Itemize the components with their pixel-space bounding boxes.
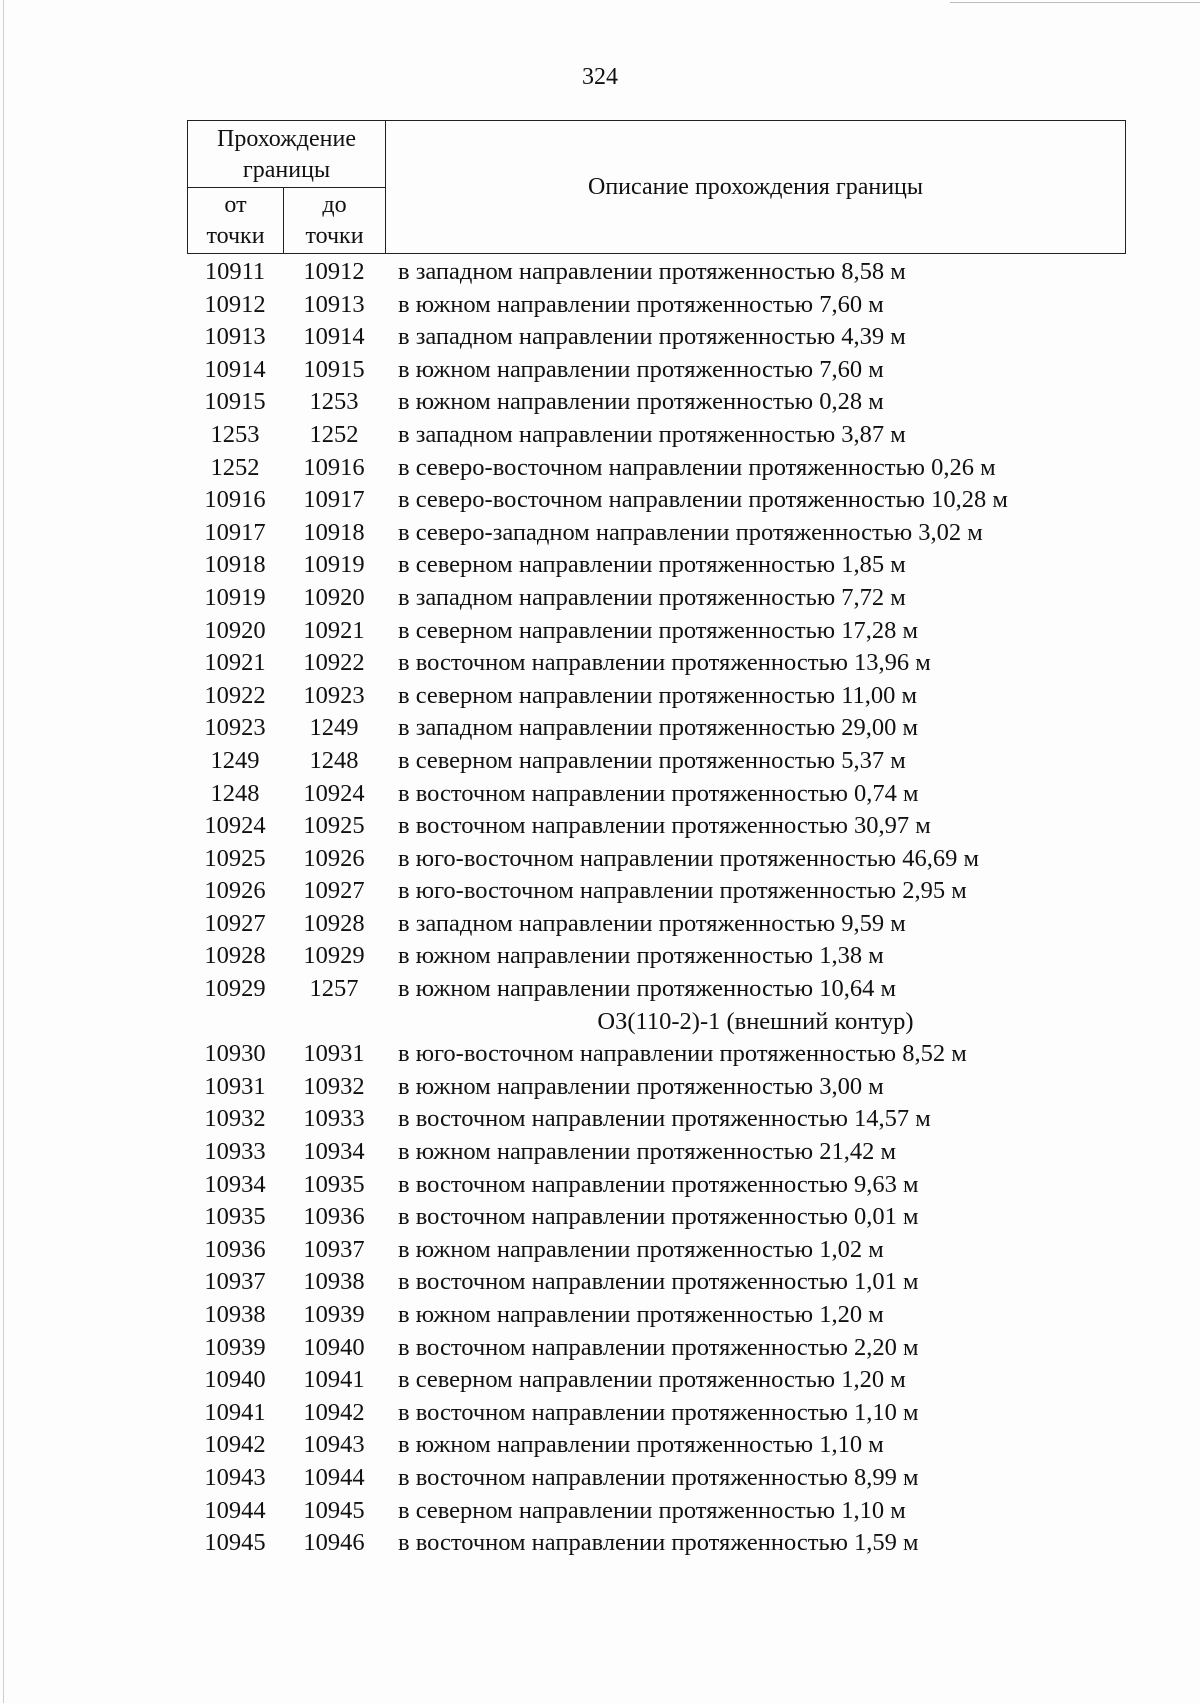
- to-point-cell: 1252: [309, 420, 359, 448]
- header-to-line1: до: [322, 192, 347, 218]
- to-point-cell: 10914: [303, 323, 365, 351]
- from-point-cell: 10936: [204, 1235, 266, 1263]
- to-point-cell: 10921: [303, 616, 365, 644]
- from-point-cell: 10945: [204, 1529, 266, 1557]
- table-row: [187, 908, 1126, 941]
- from-point-cell: 10913: [204, 323, 266, 351]
- description-cell: в восточном направлении протяженностью 8,99 м: [398, 1463, 919, 1491]
- from-point-cell: 10918: [204, 551, 266, 579]
- to-point-cell: 10926: [303, 844, 365, 872]
- table-row: [187, 875, 1126, 908]
- description-cell: в восточном направлении протяженностью 1,10 м: [398, 1398, 919, 1426]
- header-from-point: [188, 188, 284, 253]
- to-point-cell: 10927: [303, 877, 365, 905]
- from-point-cell: 10934: [204, 1170, 266, 1198]
- description-cell: в южном направлении протяженностью 7,60 м: [398, 290, 884, 318]
- to-point-cell: 10942: [303, 1398, 365, 1426]
- to-point-cell: 10918: [303, 518, 365, 546]
- to-point-cell: 10939: [303, 1301, 365, 1328]
- to-point-cell: 10938: [303, 1268, 365, 1296]
- from-point-cell: 10919: [204, 583, 266, 611]
- header-boundary-passage: [188, 121, 386, 188]
- table-row: [187, 419, 1126, 452]
- description-cell: в западном направлении протяженностью 4,39 м: [398, 323, 906, 351]
- description-cell: в южном направлении протяженностью 0,28 м: [398, 388, 884, 416]
- table-row: [187, 973, 1126, 1006]
- description-cell: в южном направлении протяженностью 1,10 м: [398, 1431, 884, 1459]
- table-row: [187, 1332, 1126, 1365]
- section-title: ОЗ(110-2)-1 (внешний контур): [597, 1007, 914, 1035]
- from-point-cell: 10914: [204, 355, 266, 383]
- description-cell: в южном направлении протяженностью 7,60 м: [398, 355, 884, 383]
- table-row: [187, 549, 1126, 582]
- table-row: [187, 615, 1126, 648]
- to-point-cell: 10943: [303, 1431, 365, 1459]
- table-row: [187, 1169, 1126, 1202]
- from-point-cell: 10917: [204, 518, 266, 546]
- table-row: [187, 386, 1126, 419]
- to-point-cell: 1248: [309, 746, 359, 774]
- table-row: [187, 843, 1126, 876]
- description-cell: в северном направлении протяженностью 11,00 м: [398, 681, 918, 709]
- table-row: [187, 1071, 1126, 1104]
- header-group-line2: границы: [242, 157, 331, 183]
- table-row: [187, 582, 1126, 615]
- description-cell: в северном направлении протяженностью 1,85 м: [398, 551, 906, 579]
- to-point-cell: 10929: [303, 942, 365, 970]
- from-point-cell: 10924: [204, 812, 266, 840]
- to-point-cell: 10923: [303, 681, 365, 709]
- description-cell: в северном направлении протяженностью 1,10 м: [398, 1496, 906, 1524]
- description-cell: в юго-восточном направлении протяженностью 46,69 м: [398, 844, 979, 872]
- to-point-cell: 10934: [303, 1138, 365, 1166]
- table-row: [187, 1462, 1126, 1495]
- from-point-cell: 10940: [204, 1366, 266, 1394]
- from-point-cell: 10931: [204, 1072, 266, 1100]
- from-point-cell: 10939: [204, 1333, 266, 1361]
- from-point-cell: 10943: [204, 1463, 266, 1491]
- table-row: [187, 1038, 1126, 1071]
- table-row: [187, 810, 1126, 843]
- to-point-cell: 10931: [303, 1040, 365, 1068]
- table-row: [187, 289, 1126, 322]
- description-cell: в западном направлении протяженностью 3,87 м: [398, 420, 906, 448]
- from-point-cell: 10920: [204, 616, 266, 644]
- table-row: [187, 680, 1126, 713]
- description-cell: в южном направлении протяженностью 21,42 м: [398, 1138, 896, 1166]
- to-point-cell: 1253: [309, 388, 359, 416]
- from-point-cell: 10915: [204, 388, 266, 416]
- to-point-cell: 10920: [303, 583, 365, 611]
- table-header: [187, 120, 1126, 254]
- table-row: [187, 1364, 1126, 1397]
- table-row: [187, 1103, 1126, 1136]
- scan-edge-left: [3, 0, 4, 1703]
- from-point-cell: 1249: [210, 746, 260, 774]
- table-row: [187, 354, 1126, 387]
- to-point-cell: 10919: [303, 551, 365, 579]
- description-cell: в северо-западном направлении протяженностью 3,02 м: [398, 518, 983, 546]
- description-cell: в восточном направлении протяженностью 14,57 м: [398, 1105, 931, 1133]
- table-body: [187, 256, 1126, 1560]
- to-point-cell: 10945: [303, 1496, 365, 1524]
- to-point-cell: 1249: [309, 714, 359, 742]
- from-point-cell: 1252: [210, 453, 260, 481]
- description-cell: в северном направлении протяженностью 1,20 м: [398, 1366, 906, 1394]
- description-cell: в южном направлении протяженностью 3,00 м: [398, 1072, 884, 1100]
- from-point-cell: 10933: [204, 1138, 266, 1166]
- header-description: Описание прохождения границы: [587, 173, 923, 200]
- description-cell: в южном направлении протяженностью 1,20 м: [398, 1301, 884, 1328]
- header-group-line1: Прохождение: [216, 126, 356, 152]
- table-row: [187, 1234, 1126, 1267]
- from-point-cell: 10932: [204, 1105, 266, 1133]
- from-point-cell: 10929: [204, 975, 266, 1003]
- to-point-cell: 10941: [303, 1366, 365, 1394]
- to-point-cell: 10912: [303, 258, 365, 285]
- table-row: [187, 647, 1126, 680]
- description-cell: в восточном направлении протяженностью 13,96 м: [398, 649, 931, 677]
- description-cell: в восточном направлении протяженностью 0,01 м: [398, 1203, 919, 1231]
- from-point-cell: 10935: [204, 1203, 266, 1231]
- header-to-line2: точки: [305, 223, 364, 249]
- to-point-cell: 10940: [303, 1333, 365, 1361]
- description-cell: в южном направлении протяженностью 1,02 м: [398, 1235, 884, 1263]
- table-row: [187, 256, 1126, 289]
- to-point-cell: 10922: [303, 649, 365, 677]
- from-point-cell: 10911: [204, 258, 266, 285]
- to-point-cell: 10917: [303, 486, 365, 514]
- to-point-cell: 10944: [303, 1463, 365, 1491]
- description-cell: в южном направлении протяженностью 10,64 м: [398, 975, 896, 1003]
- description-cell: в юго-восточном направлении протяженностью 2,95 м: [398, 877, 967, 905]
- from-point-cell: 10937: [204, 1268, 266, 1296]
- to-point-cell: 10925: [303, 812, 365, 840]
- from-point-cell: 10922: [204, 681, 266, 709]
- description-cell: в северо-восточном направлении протяженностью 10,28 м: [398, 486, 1008, 514]
- table-row: [187, 1136, 1126, 1169]
- from-point-cell: 10930: [204, 1040, 266, 1068]
- from-point-cell: 10941: [204, 1398, 266, 1426]
- description-cell: в восточном направлении протяженностью 0,74 м: [398, 779, 919, 807]
- table-row: [187, 517, 1126, 550]
- to-point-cell: 1257: [309, 975, 359, 1003]
- table-row: [187, 1495, 1126, 1528]
- from-point-cell: 10927: [204, 909, 266, 937]
- from-point-cell: 10925: [204, 844, 266, 872]
- from-point-cell: 10926: [204, 877, 266, 905]
- page-number: 324: [582, 64, 618, 90]
- to-point-cell: 10913: [303, 290, 365, 318]
- to-point-cell: 10915: [303, 355, 365, 383]
- description-cell: в западном направлении протяженностью 9,59 м: [398, 909, 906, 937]
- description-cell: в северо-восточном направлении протяженностью 0,26 м: [398, 453, 996, 481]
- description-cell: в западном направлении протяженностью 29,00 м: [398, 714, 919, 742]
- table-row: [187, 321, 1126, 354]
- to-point-cell: 10924: [303, 779, 365, 807]
- from-point-cell: 10923: [204, 714, 266, 742]
- table-row: [187, 484, 1126, 517]
- description-cell: в северном направлении протяженностью 17,28 м: [398, 616, 918, 644]
- table-row: [187, 778, 1126, 811]
- to-point-cell: 10935: [303, 1170, 365, 1198]
- from-point-cell: 1248: [210, 779, 260, 807]
- description-cell: в юго-восточном направлении протяженностью 8,52 м: [398, 1040, 967, 1068]
- to-point-cell: 10928: [303, 909, 365, 937]
- from-point-cell: 10921: [204, 649, 266, 677]
- from-point-cell: 10938: [204, 1301, 266, 1328]
- description-cell: в восточном направлении протяженностью 30,97 м: [398, 812, 931, 840]
- section-row: [187, 1006, 1126, 1039]
- description-cell: в восточном направлении протяженностью 1,59 м: [398, 1529, 919, 1557]
- from-point-cell: 1253: [210, 420, 260, 448]
- header-from-line2: точки: [206, 223, 265, 249]
- table-row: [187, 1201, 1126, 1234]
- to-point-cell: 10936: [303, 1203, 365, 1231]
- from-point-cell: 10944: [204, 1496, 266, 1524]
- description-cell: в восточном направлении протяженностью 1,01 м: [398, 1268, 919, 1296]
- header-to-point: [284, 188, 386, 253]
- from-point-cell: 10912: [204, 290, 266, 318]
- table-row: [187, 1527, 1126, 1560]
- table-row: [187, 712, 1126, 745]
- scan-edge-top: [950, 2, 1200, 3]
- table-row: [187, 1397, 1126, 1430]
- header-from-line1: от: [224, 192, 247, 218]
- description-cell: в восточном направлении протяженностью 2,20 м: [398, 1333, 919, 1361]
- description-cell: в западном направлении протяженностью 8,58 м: [398, 258, 906, 285]
- table-row: [187, 940, 1126, 973]
- to-point-cell: 10937: [303, 1235, 365, 1263]
- table-row: [187, 1266, 1126, 1299]
- table-row: [187, 452, 1126, 485]
- from-point-cell: 10928: [204, 942, 266, 970]
- table-row: [187, 1299, 1126, 1332]
- table-row: [187, 1429, 1126, 1462]
- from-point-cell: 10916: [204, 486, 266, 514]
- table-row: [187, 745, 1126, 778]
- to-point-cell: 10933: [303, 1105, 365, 1133]
- description-cell: в южном направлении протяженностью 1,38 м: [398, 942, 884, 970]
- description-cell: в восточном направлении протяженностью 9,63 м: [398, 1170, 919, 1198]
- from-point-cell: 10942: [204, 1431, 266, 1459]
- to-point-cell: 10916: [303, 453, 365, 481]
- to-point-cell: 10932: [303, 1072, 365, 1100]
- description-cell: в северном направлении протяженностью 5,37 м: [398, 746, 906, 774]
- to-point-cell: 10946: [303, 1529, 365, 1557]
- description-cell: в западном направлении протяженностью 7,72 м: [398, 583, 906, 611]
